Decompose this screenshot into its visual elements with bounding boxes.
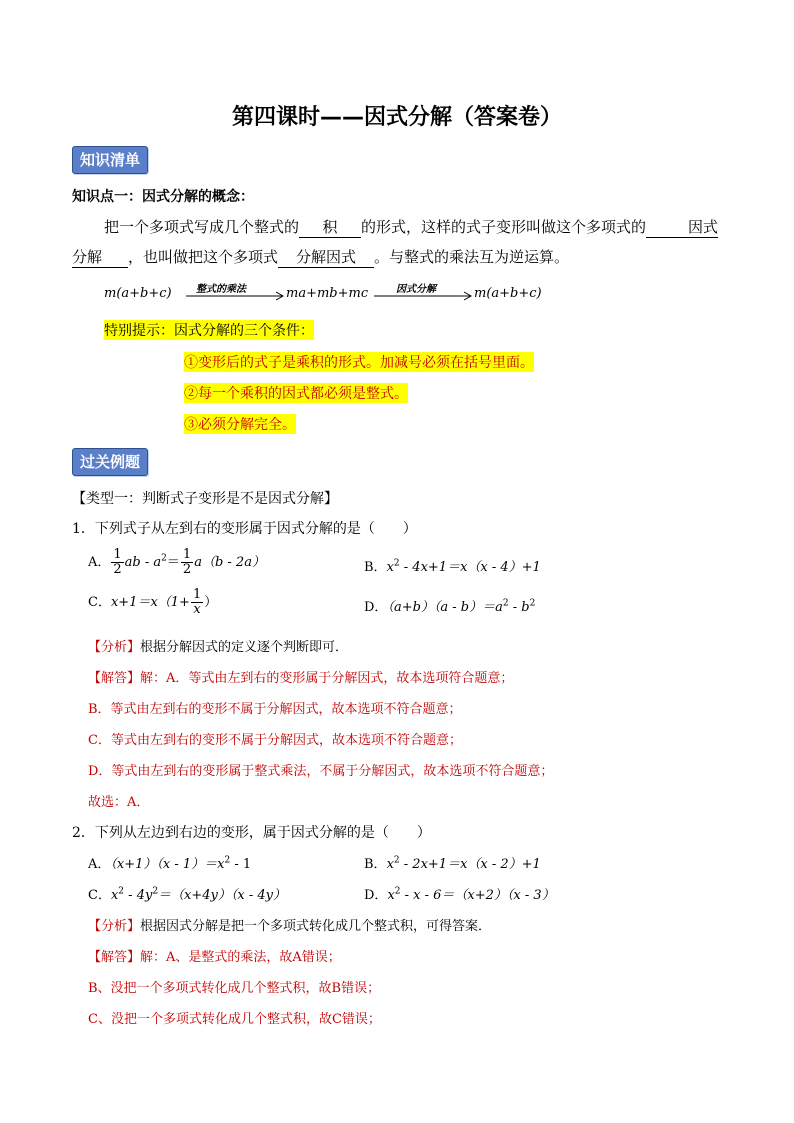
- q2-option-c: C．$x^2 - 4y^2=(x+4y)(x - 4y)$: [88, 886, 286, 903]
- q1-answer-line: B．等式由左到右的变形不属于分解因式，故本选项不符合题意；: [88, 702, 462, 717]
- q1-option-b: B．$x^2 - 4x+1=x(x - 4)+1$: [364, 558, 541, 575]
- arrow-right-icon: [374, 286, 474, 306]
- q2-option-a: A．$(x+1)(x - 1)=x^2 - 1$: [88, 855, 252, 872]
- fraction: $\frac{1}{x}$: [192, 587, 202, 617]
- arrow1-label: 整式的乘法: [196, 284, 246, 295]
- arrow2-label: 因式分解: [396, 284, 436, 295]
- q1-option-c: C．x+1＝x（1+ $\frac{1}{x}$ ）: [88, 587, 218, 617]
- kp1-line2: 分解 ，也叫做把这个多项式 分解因式 。与整式的乘法互为逆运算。: [72, 248, 570, 266]
- q1-option-d: D．$(a+b)(a - b)=a^2 - b^2$: [364, 598, 536, 615]
- formula-right: m(a+b+c): [474, 286, 542, 301]
- blank-1: 积: [299, 217, 361, 238]
- type1-heading: 【类型一：判断式子变形是不是因式分解】: [72, 491, 338, 507]
- fraction: $\frac{1}{2}$: [182, 547, 192, 577]
- arrow-right-icon: [186, 286, 286, 306]
- kp1-heading: 知识点一：因式分解的概念：: [72, 189, 254, 205]
- q2-option-b: B．$x^2 - 2x+1=x(x - 2)+1$: [364, 855, 541, 872]
- q1-option-a: A． $\frac{1}{2}$ ab - $a^2=$ $\frac{1}{2}$ a（b - 2a）: [88, 547, 265, 577]
- q1-answer-line: 故选：A．: [88, 795, 150, 810]
- q1-answer-line: 【解答】解：A．等式由左到右的变形属于分解因式，故本选项符合题意；: [88, 671, 514, 686]
- kp1-line1: 把一个多项式写成几个整式的 积 的形式，这样的式子变形叫做这个多项式的 因式: [104, 218, 719, 236]
- section-badge-examples: 过关例题: [72, 448, 148, 476]
- tip-item: ②每一个乘积的因式都必须是整式。: [184, 383, 408, 403]
- blank-2a: 因式: [646, 217, 718, 238]
- q2-answer-line: C、没把一个多项式转化成几个整式积，故C错误；: [88, 1012, 381, 1027]
- q1-answer-line: D．等式由左到右的变形属于整式乘法，不属于分解因式，故本选项不符合题意；: [88, 764, 554, 779]
- q2-analysis: 【分析】根据因式分解是把一个多项式转化成几个整式积，可得答案．: [88, 919, 492, 934]
- fraction: $\frac{1}{2}$: [113, 547, 122, 577]
- formula-left: m(a+b+c): [104, 286, 172, 301]
- q2-stem: 2．下列从左边到右边的变形，属于因式分解的是（ ）: [72, 825, 431, 841]
- tip-item: ①变形后的式子是乘积的形式。加减号必须在括号里面。: [184, 352, 534, 372]
- q1-answer-line: C．等式由左到右的变形不属于分解因式，故本选项不符合题意；: [88, 733, 462, 748]
- q1-analysis: 【分析】根据分解因式的定义逐个判断即可．: [88, 640, 349, 655]
- q2-answer-line: 【解答】解：A、是整式的乘法，故A错误；: [88, 950, 341, 965]
- q2-option-d: D．$x^2 - x - 6=(x+2)(x - 3)$: [364, 886, 555, 903]
- page-title: 第四课时——因式分解（答案卷）: [231, 105, 562, 130]
- tip-item: ③必须分解完全。: [184, 414, 296, 434]
- section-badge-knowledge: 知识清单: [72, 146, 148, 174]
- q2-answer-line: B、没把一个多项式转化成几个整式积，故B错误；: [88, 981, 381, 996]
- formula-row: [104, 286, 564, 310]
- q1-stem: 1．下列式子从左到右的变形属于因式分解的是（ ）: [72, 521, 417, 537]
- formula-middle: ma+mb+mc: [286, 286, 369, 301]
- tip-heading: 特别提示：因式分解的三个条件：: [104, 320, 314, 340]
- blank-3: 分解因式: [278, 247, 374, 268]
- blank-2b: 分解: [72, 247, 128, 268]
